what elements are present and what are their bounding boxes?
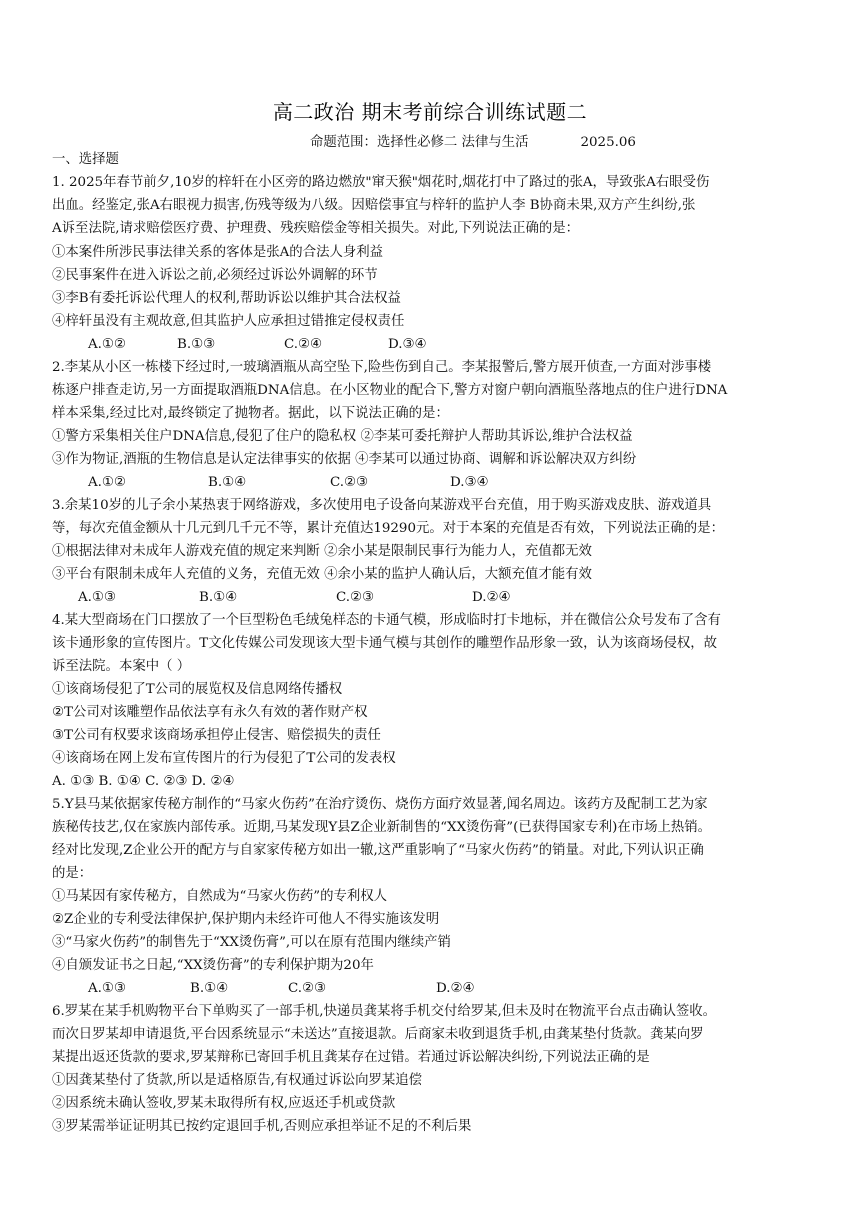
q6-statement-2: ②因系统未确认签收,罗某未取得所有权,应返还手机或贷款 bbox=[52, 1096, 396, 1111]
q6-line-2: 而次日罗某却申请退货,平台因系统显示“未送达”直接退款。后商家未收到退货手机,由龚某垫付货款。龚某向罗 bbox=[52, 1027, 704, 1042]
q4-line-2: 该卡通形象的宣传图片。T文化传媒公司发现该大型卡通气模与其创作的雕塑作品形象一致，认为该商场侵权，故 bbox=[52, 636, 718, 651]
q2-line-2: 栋逐户排查走访,另一方面提取酒瓶DNA信息。在小区物业的配合下,警方对窗户朝向酒瓶坠落地点的住户进行DNA bbox=[52, 383, 728, 398]
q6-statement-1: ①因龚某垫付了货款,所以是适格原告,有权通过诉讼向罗某追偿 bbox=[52, 1073, 423, 1088]
exam-date: 2025.06 bbox=[580, 135, 636, 150]
q4-statement-2: ②T公司对该雕塑作品依法享有永久有效的著作财产权 bbox=[52, 705, 368, 720]
q5-option-b: B.①④ bbox=[190, 981, 229, 996]
q2-option-c: C.②③ bbox=[330, 475, 369, 490]
q5-option-c: C.②③ bbox=[288, 981, 327, 996]
q1-option-a: A.①② bbox=[88, 337, 126, 352]
q5-line-4: 的是： bbox=[52, 866, 93, 881]
q5-statement-1: ①马某因有家传秘方，自然成为“马家火伤药”的专利权人 bbox=[52, 889, 388, 904]
q3-statements-3-4: ③平台有限制未成年人充值的义务，充值无效 ④余小某的监护人确认后，大额充值才能有效 bbox=[52, 567, 592, 582]
q5-option-a: A.①③ bbox=[88, 981, 126, 996]
q3-line-1: 3.余某10岁的儿子余小某热衷于网络游戏，多次使用电子设备向某游戏平台充值，用于购买游戏皮肤、游戏道具 bbox=[52, 498, 712, 513]
q6-line-1: 6.罗某在某手机购物平台下单购买了一部手机,快递员龚某将手机交付给罗某,但未及时在物流平台点击确认签收。 bbox=[52, 1004, 717, 1019]
q1-line-2: 出血。经鉴定,张A右眼视力损害,伤残等级为八级。因赔偿事宜与梓轩的监护人李 B协商未果,双方产生纠纷,张 bbox=[52, 198, 696, 213]
page-title: 高二政治 期末考前综合训练试题二 bbox=[272, 100, 588, 124]
q4-line-3: 诉至法院。本案中（ ） bbox=[52, 659, 191, 674]
q4-statement-1: ①该商场侵犯了T公司的展览权及信息网络传播权 bbox=[52, 682, 343, 697]
q3-statements-1-2: ①根据法律对未成年人游戏充值的规定来判断 ②余小某是限制民事行为能力人，充值都无效 bbox=[52, 544, 592, 559]
q5-line-3: 经对比发现,Z企业公开的配方与自家家传秘方如出一辙,这严重影响了“马家火伤药”的销量。对此,下列认识正确 bbox=[52, 843, 704, 858]
q2-statements-1-2: ①警方采集相关住户DNA信息,侵犯了住户的隐私权 ②李某可委托辩护人帮助其诉讼,维护合法权益 bbox=[52, 429, 633, 444]
exam-scope-line bbox=[310, 131, 636, 150]
q2-line-3: 样本采集,经过比对,最终锁定了抛物者。据此，以下说法正确的是： bbox=[52, 406, 449, 421]
q1-option-d: D.③④ bbox=[388, 337, 427, 352]
section-label: 一、选择题 bbox=[52, 152, 119, 167]
q5-line-1: 5.Y县马某依据家传秘方制作的“马家火伤药”在治疗烫伤、烧伤方面疗效显著,闻名周边。该药方及配制工艺为家 bbox=[52, 797, 708, 812]
q2-line-1: 2.李某从小区一栋楼下经过时,一玻璃酒瓶从高空坠下,险些伤到自己。李某报警后,警方展开侦查,一方面对涉事楼 bbox=[52, 360, 712, 375]
q1-statement-2: ②民事案件在进入诉讼之前,必须经过诉讼外调解的环节 bbox=[52, 268, 378, 283]
q2-statements-3-4: ③作为物证,酒瓶的生物信息是认定法律事实的依据 ④李某可以通过协商、调解和诉讼解决双方纠纷 bbox=[52, 452, 637, 467]
q6-statement-3: ③罗某需举证证明其已按约定退回手机,否则应承担举证不足的不利后果 bbox=[52, 1119, 472, 1134]
q1-option-b: B.①③ bbox=[177, 337, 216, 352]
q3-line-2: 等，每次充值金额从十几元到几千元不等，累计充值达19290元。对于本案的充值是否有效，下列说法正确的是： bbox=[52, 521, 724, 536]
q4-statement-4: ④该商场在网上发布宣传图片的行为侵犯了T公司的发表权 bbox=[52, 751, 396, 766]
q1-statement-1: ①本案件所涉民事法律关系的客体是张A的合法人身利益 bbox=[52, 245, 384, 260]
q3-option-a: A.①③ bbox=[78, 590, 116, 605]
q3-option-c: C.②③ bbox=[336, 590, 375, 605]
q1-line-1: 1. 2025年春节前夕,10岁的梓轩在小区旁的路边燃放"窜天猴"烟花时,烟花打中了路过的张A，导致张A右眼受伤 bbox=[52, 175, 710, 190]
q1-option-c: C.②④ bbox=[284, 337, 323, 352]
q6-line-3: 某提出返还货款的要求,罗某辩称已寄回手机且龚某存在过错。若通过诉讼解决纠纷,下列说法正确的是 bbox=[52, 1050, 650, 1065]
q5-statement-4: ④自颁发证书之日起,“XX烫伤膏”的专利保护期为20年 bbox=[52, 958, 374, 973]
q4-options: A. ①③ B. ①④ C. ②③ D. ②④ bbox=[52, 774, 235, 789]
q1-statement-4: ④梓轩虽没有主观故意,但其监护人应承担过错推定侵权责任 bbox=[52, 314, 405, 329]
exam-scope: 命题范围：选择性必修二 法律与生活 bbox=[310, 135, 529, 150]
q2-option-b: B.①④ bbox=[208, 475, 247, 490]
q2-option-d: D.③④ bbox=[450, 475, 489, 490]
q5-statement-3: ③“马家火伤药”的制售先于“XX烫伤膏”,可以在原有范围内继续产销 bbox=[52, 935, 451, 950]
q5-statement-2: ②Z企业的专利受法律保护,保护期内未经许可他人不得实施该发明 bbox=[52, 912, 440, 927]
q1-line-3: A诉至法院,请求赔偿医疗费、护理费、残疾赔偿金等相关损失。对此,下列说法正确的是： bbox=[52, 221, 580, 236]
q1-statement-3: ③李B有委托诉讼代理人的权利,帮助诉讼以维护其合法权益 bbox=[52, 291, 401, 306]
q4-line-1: 4.某大型商场在门口摆放了一个巨型粉色毛绒兔样态的卡通气模，形成临时打卡地标，并在微信公众号发布了含有 bbox=[52, 613, 721, 628]
q4-statement-3: ③T公司有权要求该商场承担停止侵害、赔偿损失的责任 bbox=[52, 728, 381, 743]
q2-option-a: A.①② bbox=[88, 475, 126, 490]
q3-option-d: D.②④ bbox=[472, 590, 511, 605]
q5-line-2: 族秘传技艺,仅在家族内部传承。近期,马某发现Y县Z企业新制售的“XX烫伤膏”(已获得国家专利)在市场上热销。 bbox=[52, 820, 712, 835]
q3-option-b: B.①④ bbox=[199, 590, 238, 605]
q5-option-d: D.②④ bbox=[436, 981, 475, 996]
